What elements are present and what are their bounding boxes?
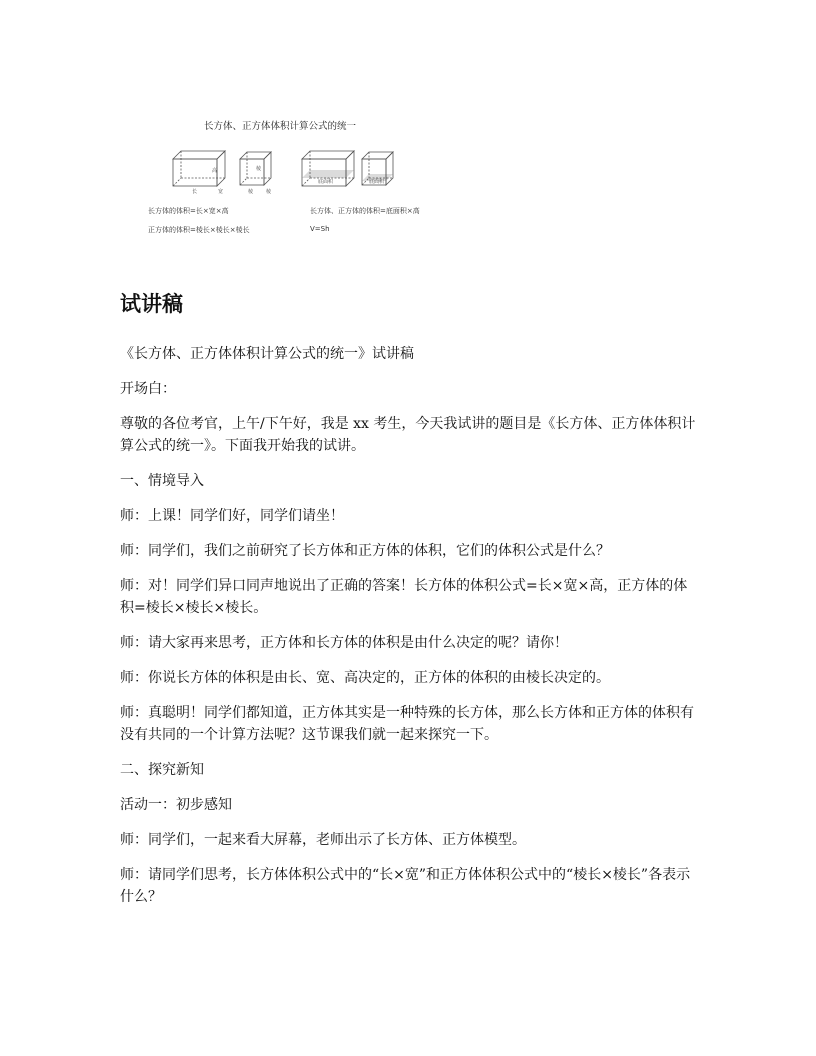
paragraph: 师：请大家再来思考，正方体和长方体的体积是由什么决定的呢？请你！ [120,635,568,651]
cuboid-diagram [173,151,225,186]
paragraph: 开场白： [120,381,176,397]
cube-edge-label-3: 棱 [266,189,272,195]
paragraph: 师：同学们，一起来看大屏幕，老师出示了长方体、正方体模型。 [120,832,526,848]
lesson-title: 《长方体、正方体体积计算公式的统一》试讲稿 [120,346,414,362]
figure-title: 长方体、正方体体积计算公式的统一 [204,121,357,132]
solids-diagram [168,148,428,198]
paragraph: 师：真聪明！同学们都知道，正方体其实是一种特殊的长方体，那么长方体和正方体的体积有没有共同的一个计算方法呢？这节课我们就一起来探究一下。 [120,705,694,743]
cuboid-base-label: 底面积 [318,179,334,185]
cuboid-height-label: 高 [212,168,218,174]
section-heading: 二、探究新知 [120,762,204,778]
activity-heading: 活动一：初步感知 [120,797,232,813]
paragraph: 师：请同学们思考，长方体体积公式中的“长×宽”和正方体体积公式中的“棱长×棱长”各表示什么？ [120,867,691,905]
paragraph: 师：对！同学们异口同声地说出了正确的答案！长方体的体积公式=长×宽×高，正方体的体积=棱长×棱长×棱长。 [120,578,688,616]
paragraph: 师：同学们，我们之前研究了长方体和正方体的体积，它们的体积公式是什么？ [120,543,610,559]
formula-vsh: V=Sh [310,225,330,233]
document-body [120,343,700,921]
paragraph: 师：你说长方体的体积是由长、宽、高决定的，正方体的体积的由棱长决定的。 [120,670,610,686]
page-heading: 试讲稿 [120,292,183,316]
cube-edge-label-2: 棱 [248,189,254,195]
paragraph: 师：上课！同学们好，同学们请坐！ [120,508,344,524]
cuboid-length-label: 长 [192,189,198,195]
cube-base-label: 底面积 [369,179,385,185]
paragraph: 尊敬的各位考官，上午/下午好，我是 xx 考生，今天我试讲的题目是《长方体、正方体体积计算公式的统一》。下面我开始我的试讲。 [120,416,696,454]
formula-unified: 长方体、正方体的体积=底面积×高 [310,207,420,215]
section-heading: 一、情境导入 [120,473,204,489]
formula-cube: 正方体的体积=棱长×棱长×棱长 [148,226,250,234]
formula-figure [140,110,460,240]
formula-cuboid: 长方体的体积=长×宽×高 [148,207,229,215]
cube-edge-label-1: 棱 [256,166,262,172]
cuboid-width-label: 宽 [218,189,224,195]
